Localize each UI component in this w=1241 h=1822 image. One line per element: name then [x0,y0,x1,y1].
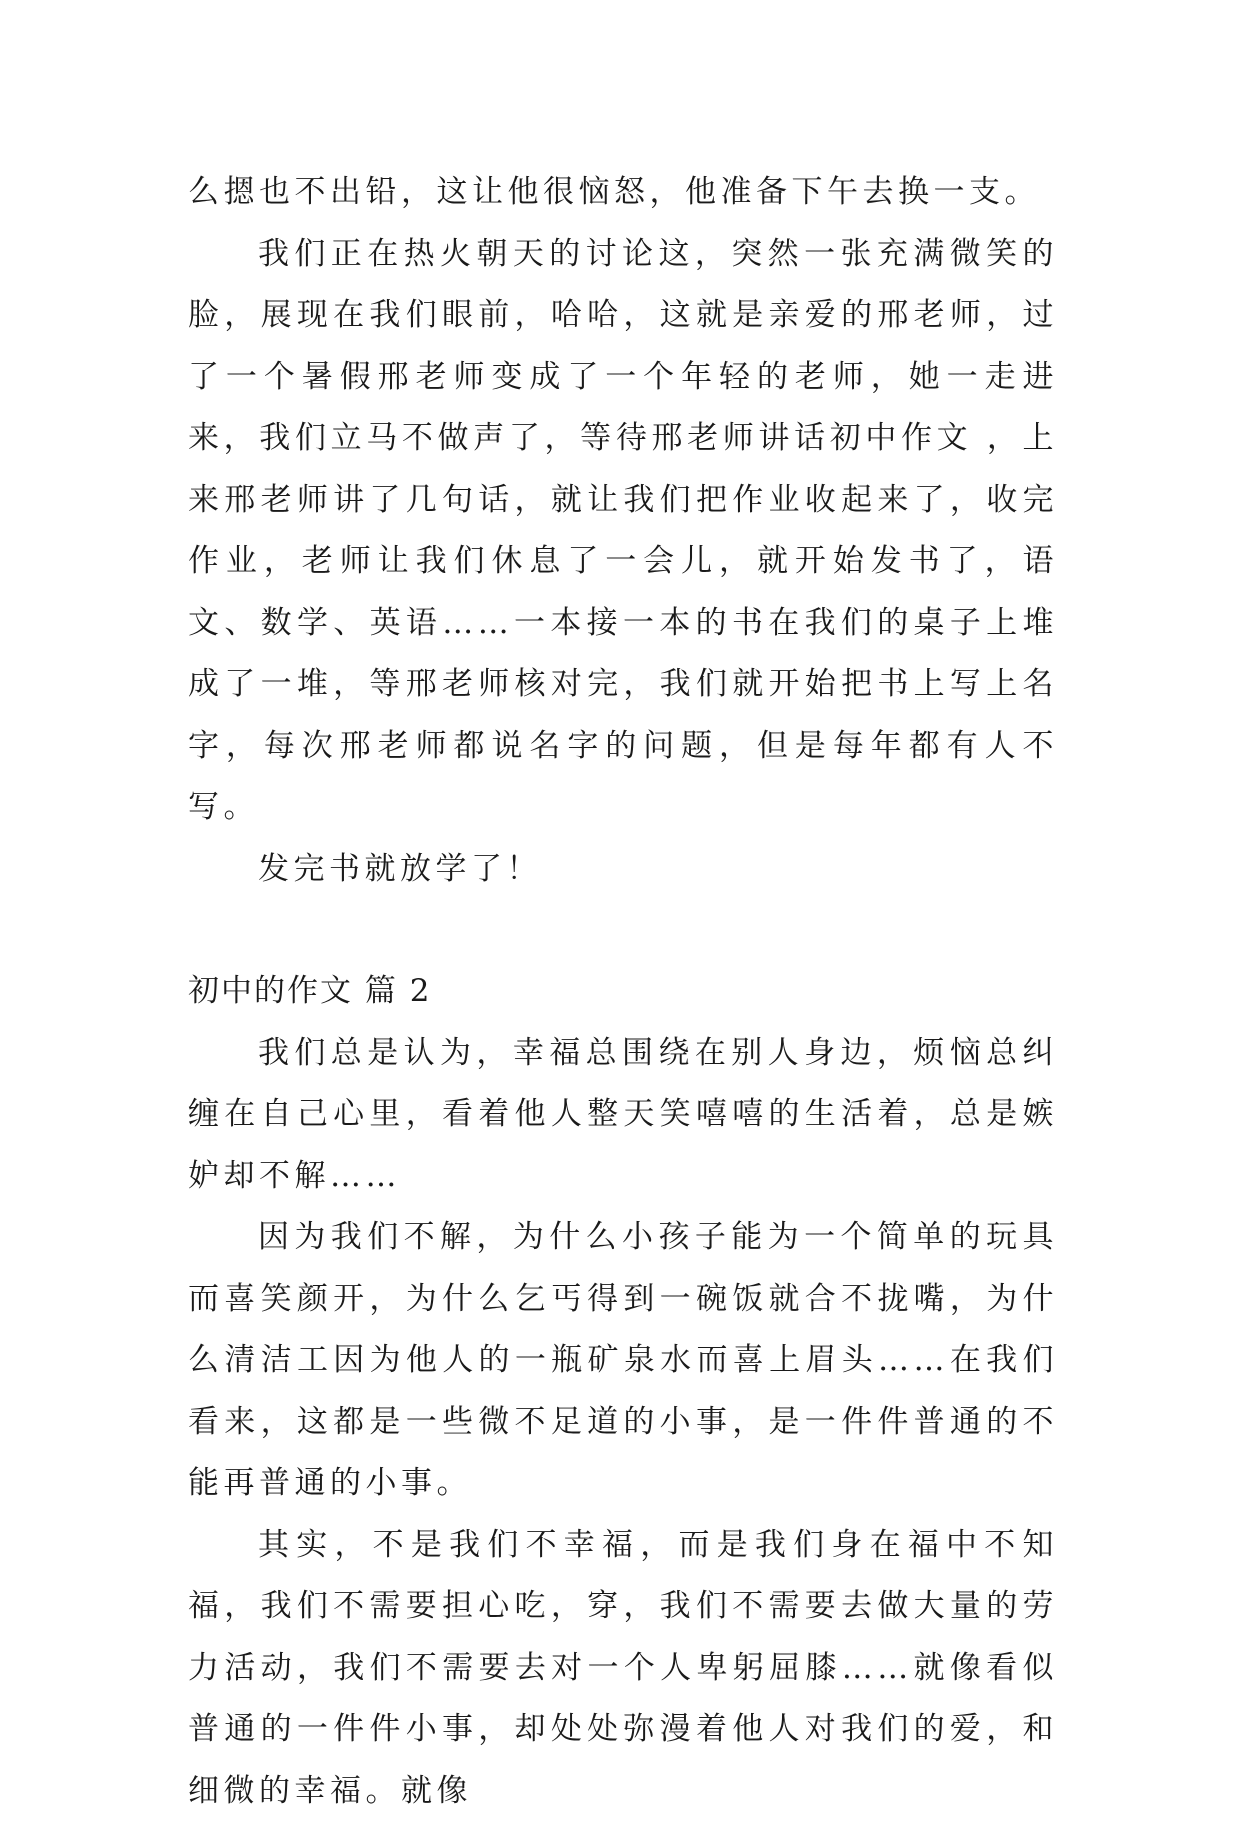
section-title: 初中的作文 篇 2 [188,961,1058,1023]
paragraph-3: 发完书就放学了！ [188,839,1058,901]
paragraph-5: 因为我们不解，为什么小孩子能为一个简单的玩具而喜笑颜开，为什么乞丐得到一碗饭就合不拢嘴，为什么清洁工因为他人的一瓶矿泉水而喜上眉头……在我们看来，这都是一些微不足道的小事，是一件件普通的不能再普通的小事。 [188,1207,1058,1515]
paragraph-2: 我们正在热火朝天的讨论这，突然一张充满微笑的脸，展现在我们眼前，哈哈，这就是亲爱的邢老师，过了一个暑假邢老师变成了一个年轻的老师，她一走进来，我们立马不做声了，等待邢老师讲话初中作文 ，上来邢老师讲了几句话，就让我们把作业收起来了，收完作业，老师让我们休息了一会儿，就开始发书了，语文、数学、英语……一本接一本的书在我们的桌子上堆成了一堆，等邢老师核对完，我们就开始把书上写上名字，每次邢老师都说名字的问题，但是每年都有人不写。 [188,224,1058,839]
paragraph-1: 么摁也不出铅，这让他很恼怒，他准备下午去换一支。 [188,162,1058,224]
document-body [188,162,1058,1822]
paragraph-6: 其实，不是我们不幸福，而是我们身在福中不知福，我们不需要担心吃，穿，我们不需要去做大量的劳力活动，我们不需要去对一个人卑躬屈膝……就像看似普通的一件件小事，却处处弥漫着他人对我们的爱，和细微的幸福。就像 [188,1515,1058,1822]
paragraph-4: 我们总是认为，幸福总围绕在别人身边，烦恼总纠缠在自己心里，看着他人整天笑嘻嘻的生活着，总是嫉妒却不解…… [188,1023,1058,1208]
